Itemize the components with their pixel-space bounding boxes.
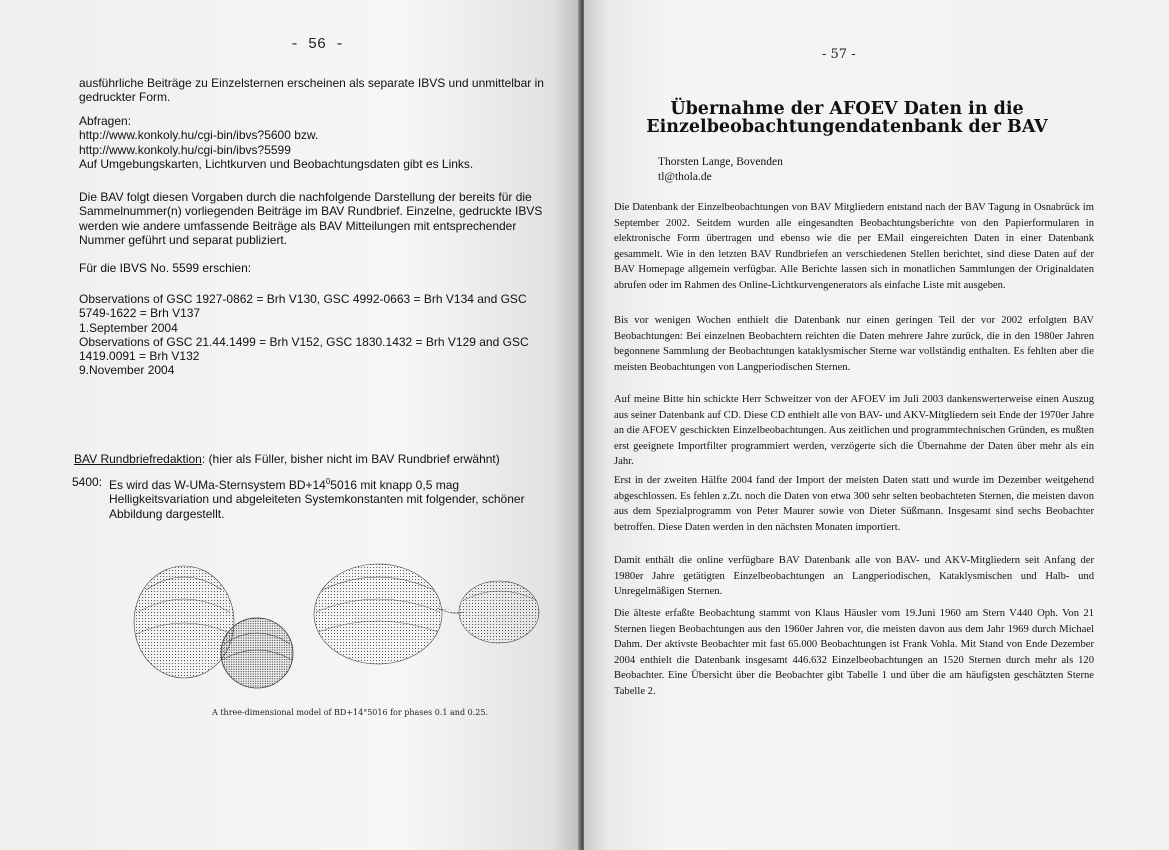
observations-block: [79, 292, 559, 378]
redaktion-heading: [74, 452, 554, 466]
abfragen-note: Auf Umgebungskarten, Lichtkurven und Beobachtungsdaten gibt es Links.: [79, 156, 474, 171]
model-phase-0-25: [314, 564, 539, 664]
article-title: [620, 100, 1074, 136]
author-email[interactable]: tl@thola.de: [658, 171, 712, 183]
wuma-3d-model-figure: [132, 560, 542, 690]
model-phase-0-1: [134, 566, 293, 688]
body-paragraph: Bis vor wenigen Wochen enthielt die Datenbank nur einen geringen Teil der vor 2002 erfolgten BAV Beobachtungen: Bei einzelnen Beobachtern reichten die Daten mehrere Jahre zurück, die in den 1980er Jahren begonnene Sammlung der Beobachtungen kataklysmischer Sterne war vollständig enthalten. Es fehlten aber die meisten Beobachtungen von Langperiodischen Sternen.: [614, 315, 1094, 373]
intro-paragraph: ausführliche Beiträge zu Einzelsternen erscheinen als separate IBVS und unmittelbar in gedruckter Form.: [79, 76, 544, 105]
observation-line: Observations of GSC 21.44.1499 = Brh V152, GSC 1830.1432 = Brh V129 and GSC 1419.0091 = Brh V132: [79, 334, 529, 364]
body-paragraph: Auf meine Bitte hin schickte Herr Schweitzer von der AFOEV im Juli 2003 dankenswerterweise einen Auszug aus seiner Datenbank auf CD. Diese CD enthielt alle von BAV- und AKV-Mitgliedern seit Ende der 1970er Jahre an die AFOEV geschickten Einzelbeobachtungen. Aus zeitlichen und programmtechnischen Gründen, es mußten erst geeignete Importfilter programmiert werden, verzögerte sich die Übernahme der Daten über mehr als ein Jahr.: [614, 394, 1094, 467]
figure-caption: A three-dimensional model of BD+14°5016 for phases 0.1 and 0.25.: [212, 708, 488, 717]
bav-paragraph: Die BAV folgt diesen Vorgaben durch die nachfolgende Darstellung der bereits für die Sammelnummer(n) vorliegenden Beiträge im BAV Rundbrief. Einzelne, gedruckte IBVS werden wie andere umfassende Beiträge als BAV Mitteilungen mit entsprechender Nummer geführt und separat publiziert.: [79, 190, 543, 247]
redaktion-note: : (hier als Füller, bisher nicht im BAV Rundbrief erwähnt): [201, 452, 500, 466]
ibvs-5599-intro: Für die IBVS No. 5599 erschien:: [79, 261, 252, 275]
ibvs-link-5599[interactable]: http://www.konkoly.hu/cgi-bin/ibvs?5599: [79, 142, 291, 157]
observation-date: 9.November 2004: [79, 363, 175, 378]
observation-date: 1.September 2004: [79, 320, 178, 335]
page-number: - 57 -: [822, 47, 856, 62]
page-number: - 56 -: [290, 36, 345, 53]
title-line-1: Übernahme der AFOEV Daten in die: [670, 99, 1024, 119]
redaktion-title: BAV Rundbriefredaktion: [74, 452, 202, 466]
observation-line: Observations of GSC 1927-0862 = Brh V130, GSC 4992-0663 = Brh V134 and GSC 5749-1622 = Brh V137: [79, 292, 527, 321]
abfragen-block: [79, 114, 559, 171]
body-paragraph: Die Datenbank der Einzelbeobachtungen von BAV Mitgliedern entstand nach der BAV Tagung in Osnabrück im September 2002. Seitdem wurden alle eingesandten Beobachtungsberichte von den Papierformularen in elektronische Form übertragen und ebenso wie die per EMail eingereichten Daten in einer Datenbank gesammelt. Wie in den letzten BAV Rundbriefen an verschiedenen Stellen berichtet, sind diese Daten auf der BAV Homepage allgemein verfügbar. Alle Berichte lassen sich in monatlichen Sammlungen der Originaldaten abrufen oder im Rahmen des Online-Lichtkurvengenerators als einfache Liste mit ausgeben.: [614, 202, 1094, 291]
body-paragraph: Die älteste erfaßte Beobachtung stammt von Klaus Häusler vom 19.Juni 1960 am Stern V440 Oph. Von 21 Sternen liegen Beobachtungen aus den 1960er Jahren vor, die meisten davon aus dem Jahr 1969 durch Michael Dahm. Der aktivste Beobachter mit fast 65.000 Beobachtungen ist Frank Vohla. Mit Stand von Ende Dezember 2004 enthielt die Datenbank insgesamt 446.632 Einzelbeobachtungen an 1520 Sternen durch mehr als 120 Beobachter. Eine Übersicht über die Beobachter gibt Tabelle 1 und über die am häufigsten geschätzten Sterne Tabelle 2.: [614, 608, 1094, 697]
left-page: [0, 0, 580, 850]
author-name: Thorsten Lange, Bovenden: [658, 156, 783, 168]
title-line-2: Einzelbeobachtungendatenbank der BAV: [646, 117, 1048, 137]
item-text: Es wird das W-UMa-Sternsystem $BD+14^05016$ mit knapp 0,5 mag Helligkeitsvariation und abgeleiteten Systemkonstanten mit folgender, schöner Abbildung dargestellt.: [109, 477, 525, 521]
body-paragraph: Damit enthält die online verfügbare BAV Datenbank alle von BAV- und AKV-Mitgliedern seit Anfang der 1980er Jahre getätigten Einzelbeobachtungen an Langperiodischen, Kataklysmischen und Halb- und Unregelmäßigen Sternen.: [614, 555, 1094, 597]
item-number: 5400:: [72, 475, 103, 489]
author-block: [658, 155, 783, 185]
abfragen-label: Abfragen:: [79, 114, 132, 128]
body-paragraph: Erst in der zweiten Hälfte 2004 fand der Import der meisten Daten statt und wurde im Dezember weitgehend abgeschlossen. Es fehlen z.Zt. noch die Daten von etwa 300 sehr selten beobachteten Sternen, die meisten davon aus dem Spezialprogramm von Peter Maurer sowie von Dieter Süßmann. Insgesamt sind sechs Beobachter betroffen. Diese Daten werden in den nächsten Monaten importiert.: [614, 475, 1094, 533]
ibvs-link-5600[interactable]: http://www.konkoly.hu/cgi-bin/ibvs?5600 bzw.: [79, 128, 319, 143]
